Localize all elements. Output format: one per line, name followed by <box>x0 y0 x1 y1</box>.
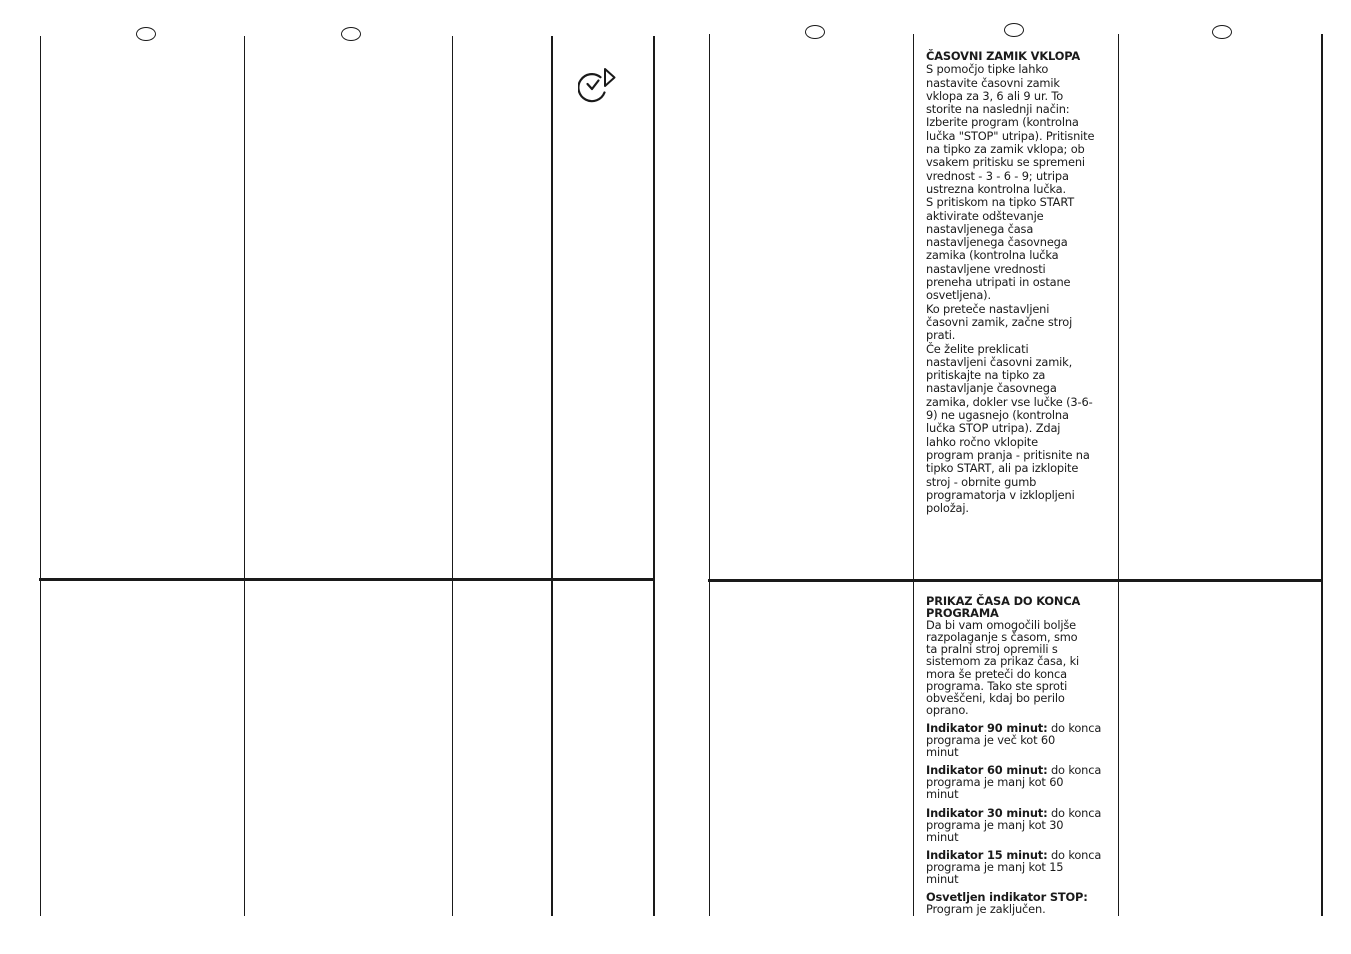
column-divider <box>913 34 914 916</box>
indicator-text: minut <box>926 871 959 886</box>
row-divider <box>708 579 1323 582</box>
delay-start-section <box>926 50 1110 515</box>
text-line: Ko preteče nastavljeni <box>926 301 1050 316</box>
section-heading: PROGRAMA <box>926 606 999 621</box>
text-line: nastavite časovni zamik <box>926 75 1060 90</box>
indicator-text: do konca <box>1047 720 1102 735</box>
text-line: 9) ne ugasnejo (kontrolna <box>926 408 1069 423</box>
oval-marker-icon <box>805 25 825 39</box>
indicator-label: Indikator 15 minut: <box>926 847 1048 862</box>
indicator-text: programa je manj kot 15 <box>926 859 1064 874</box>
indicator-text: do konca <box>1047 763 1102 778</box>
text-line: nastavljenega časa <box>926 221 1034 236</box>
indicator-text: do konca <box>1047 805 1102 820</box>
oval-marker-icon <box>1004 23 1024 37</box>
text-line: osvetljena). <box>926 288 991 303</box>
indicator-paragraph <box>926 722 1110 758</box>
text-line: aktivirate odštevanje <box>926 208 1044 223</box>
column-divider <box>653 36 655 916</box>
text-line: vrednost - 3 - 6 - 9; utripa <box>926 168 1069 183</box>
column-divider <box>40 36 41 916</box>
stop-indicator-paragraph <box>926 891 1110 915</box>
text-line: ta pralni stroj opremili s <box>926 642 1058 657</box>
text-line: stroj - obrnite gumb <box>926 474 1037 489</box>
text-line: pritiskajte na tipko za <box>926 368 1046 383</box>
column-divider <box>452 36 453 916</box>
text-line: obveščeni, kdaj bo perilo <box>926 690 1065 705</box>
oval-marker-icon <box>136 27 156 41</box>
text-line: na tipko za zamik vklopa; ob <box>926 142 1085 157</box>
indicator-paragraph <box>926 764 1110 800</box>
indicator-label: Indikator 90 minut: <box>926 720 1048 735</box>
row-divider <box>39 578 655 581</box>
remaining-time-section <box>926 595 1110 921</box>
text-line: razpolaganje s časom, smo <box>926 630 1078 645</box>
text-line: nastavljeni časovni zamik, <box>926 354 1073 369</box>
text-line: programatorja v izklopljeni <box>926 487 1075 502</box>
text-line: zamika, dokler vse lučke (3-6- <box>926 394 1093 409</box>
column-divider <box>1118 34 1119 916</box>
text-line: preneha utripati in ostane <box>926 275 1071 290</box>
indicator-paragraph <box>926 807 1110 843</box>
text-line: nastavljenega časovnega <box>926 235 1068 250</box>
oval-marker-icon <box>1212 25 1232 39</box>
indicator-text: programa je manj kot 60 <box>926 775 1064 790</box>
text-line: položaj. <box>926 501 969 516</box>
indicator-text: minut <box>926 745 959 760</box>
text-line: lahko ročno vklopite <box>926 434 1038 449</box>
text-line: nastavljanje časovnega <box>926 381 1057 396</box>
indicator-text: programa je manj kot 30 <box>926 817 1064 832</box>
text-line: lučka "STOP" utripa). Pritisnite <box>926 128 1095 143</box>
indicator-text: minut <box>926 829 959 844</box>
text-line: Če želite preklicati <box>926 341 1029 356</box>
text-line: S pritiskom na tipko START <box>926 195 1075 210</box>
indicator-label: Indikator 60 minut: <box>926 763 1048 778</box>
text-line: nastavljene vrednosti <box>926 261 1046 276</box>
text-line: sistemom za prikaz časa, ki <box>926 654 1080 669</box>
text-line: tipko START, ali pa izklopite <box>926 461 1079 476</box>
indicator-text: minut <box>926 787 959 802</box>
text-line: Da bi vam omogočili boljše <box>926 618 1077 633</box>
text-line: programa. Tako ste sproti <box>926 678 1068 693</box>
text-line: program pranja - pritisnite na <box>926 447 1090 462</box>
section-intro <box>926 619 1110 716</box>
text-line: prati. <box>926 328 956 343</box>
section-heading: PRIKAZ ČASA DO KONCA <box>926 594 1081 608</box>
text-line: mora še preteči do konca <box>926 666 1067 681</box>
text-line: storite na naslednji način: <box>926 102 1070 117</box>
text-line: ustrezna kontrolna lučka. <box>926 181 1066 196</box>
indicator-paragraph <box>926 849 1110 885</box>
text-line: lučka STOP utripa). Zdaj <box>926 421 1061 436</box>
indicator-list <box>926 722 1110 885</box>
section-body <box>926 63 1110 515</box>
text-line: časovni zamik, začne stroj <box>926 314 1073 329</box>
text-line: Izberite program (kontrolna <box>926 115 1079 130</box>
column-divider <box>1321 34 1323 916</box>
text-line: zamika (kontrolna lučka <box>926 248 1059 263</box>
indicator-text: do konca <box>1047 847 1102 862</box>
column-divider <box>244 36 245 916</box>
section-heading: ČASOVNI ZAMIK VKLOPA <box>926 49 1081 63</box>
column-divider <box>551 36 553 916</box>
text-line: oprano. <box>926 702 969 717</box>
stop-indicator-label: Osvetljen indikator STOP: <box>926 890 1088 905</box>
text-line: vklopa za 3, 6 ali 9 ur. To <box>926 88 1064 103</box>
text-line: vsakem pritisku se spremeni <box>926 155 1085 170</box>
oval-marker-icon <box>341 27 361 41</box>
column-divider <box>709 34 710 916</box>
indicator-label: Indikator 30 minut: <box>926 805 1048 820</box>
indicator-text: programa je več kot 60 <box>926 733 1056 748</box>
text-line: S pomočjo tipke lahko <box>926 62 1049 77</box>
delay-timer-icon <box>578 64 622 104</box>
stop-indicator-text: Program je zaključen. <box>926 902 1046 917</box>
